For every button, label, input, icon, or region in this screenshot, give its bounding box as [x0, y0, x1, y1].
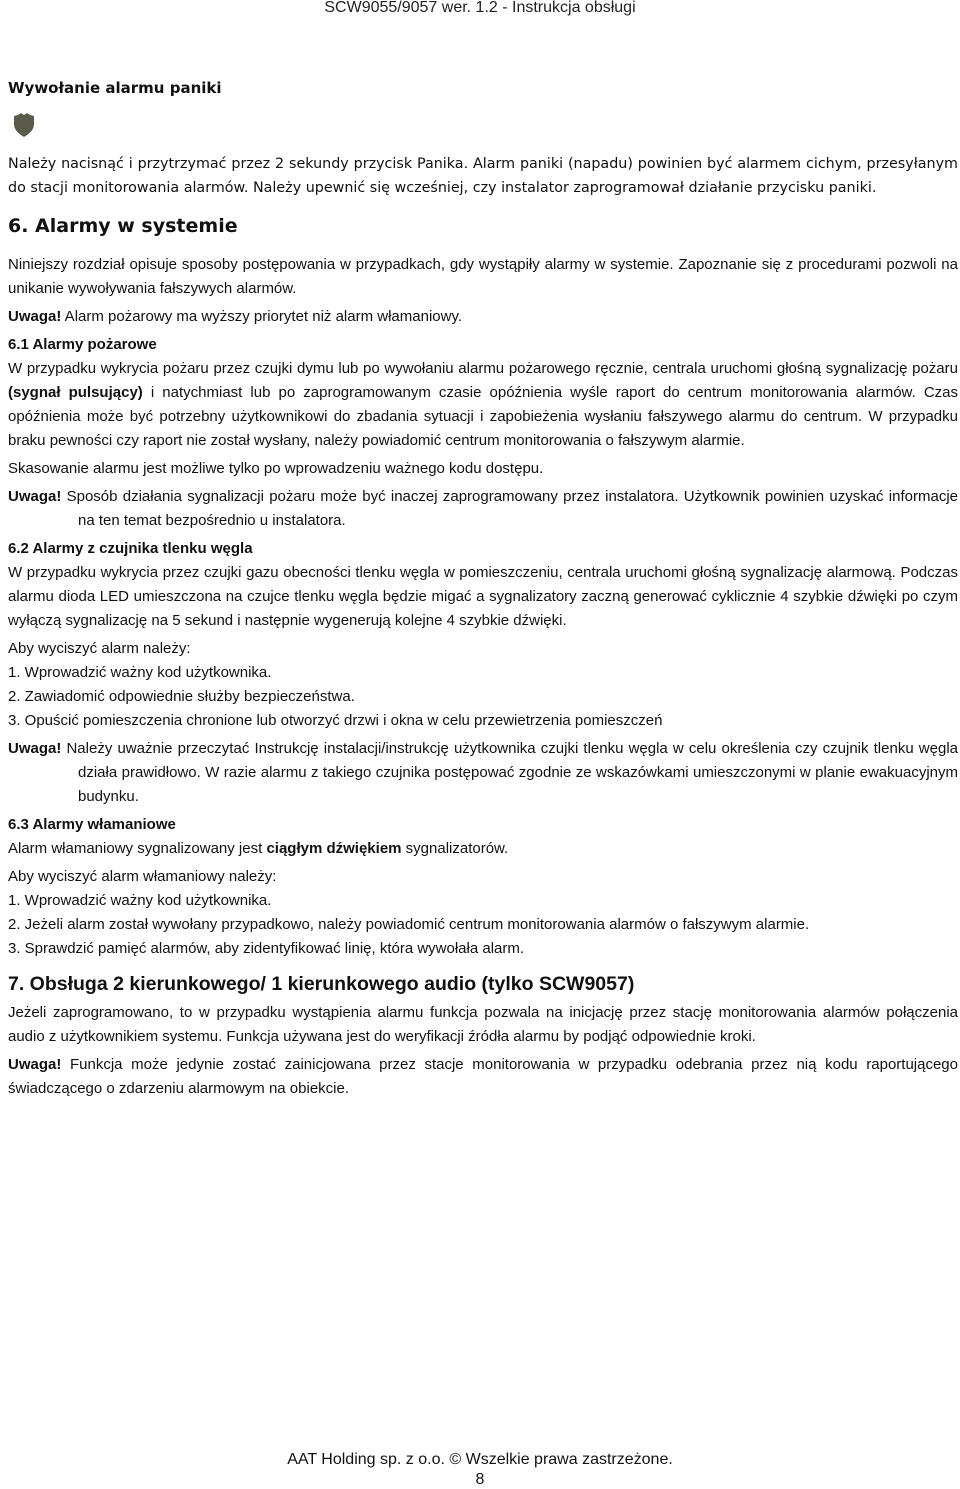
section-6-2-list	[8, 661, 958, 733]
page-number: 8	[475, 1471, 485, 1488]
document-title: SCW9055/9057 wer. 1.2 - Instrukcja obsługi	[324, 0, 636, 16]
section-6-2-note	[8, 737, 958, 809]
section-6-1-reset: Skasowanie alarmu jest możliwe tylko po wprowadzeniu ważnego kodu dostępu.	[8, 460, 544, 477]
list-item: 3. Opuścić pomieszczenia chronione lub otworzyć drzwi i okna w celu przewietrzenia pomieszczeń	[8, 712, 663, 729]
note-text: Sposób działania sygnalizacji pożaru może być inaczej zaprogramowany przez instalatora. Użytkownik powinien uzyskać informacje na ten temat bezpośrednio u instalatora.	[61, 488, 958, 529]
panic-heading: Wywołanie alarmu paniki	[8, 79, 222, 97]
shield-icon	[11, 112, 37, 138]
section-6-2-paragraph: W przypadku wykrycia przez czujki gazu obecności tlenku węgla w pomieszczeniu, centrala uruchomi głośną sygnalizację alarmową. Podczas alarmu dioda LED umieszczona na czujce tlenku węgla będzie migać a sygnalizatory zaczną generować cyklicznie 4 szybkie dźwięki po czym wyłączą sygnalizację na 5 sekund i następnie wygenerują kolejne 4 szybkie dźwięki.	[8, 564, 958, 629]
text-run: Alarm włamaniowy sygnalizowany jest	[8, 840, 267, 857]
panic-text: Należy nacisnąć i przytrzymać przez 2 sekundy przycisk Panika. Alarm paniki (napadu) powinien być alarmem cichym, przesyłanym do stacji monitorowania alarmów. Należy upewnić się wcześniej, czy instalator zaprogramował działanie przycisku paniki.	[8, 156, 958, 196]
text-run: sygnalizatorów.	[401, 840, 509, 857]
list-item: 3. Sprawdzić pamięć alarmów, aby zidentyfikować linię, która wywołała alarm.	[8, 940, 525, 957]
note-label: Uwaga!	[8, 1056, 62, 1073]
note-text: Alarm pożarowy ma wyższy priorytet niż alarm włamaniowy.	[61, 308, 463, 325]
page-content	[8, 74, 958, 1101]
list-item: 1. Wprowadzić ważny kod użytkownika.	[8, 892, 272, 909]
section-6-3-list	[8, 889, 958, 961]
section-7-heading: 7. Obsługa 2 kierunkowego/ 1 kierunkowego audio (tylko SCW9057)	[8, 973, 635, 995]
section-6-1-note	[8, 485, 958, 533]
page-header	[0, 0, 960, 16]
list-item: 2. Zawiadomić odpowiednie służby bezpieczeństwa.	[8, 688, 355, 705]
bold-run: (sygnał pulsujący)	[8, 384, 143, 401]
text-run: W przypadku wykrycia pożaru przez czujki dymu lub po wywołaniu alarmu pożarowego ręcznie, centrala uruchomi głośną sygnalizację pożaru	[8, 360, 958, 377]
section-7-paragraph: Jeżeli zaprogramowano, to w przypadku wystąpienia alarmu funkcja pozwala na inicjację przez stację monitorowania alarmów połączenia audio z użytkownikiem systemu. Funkcja używana jest do weryfikacji źródła alarmu by podjąć odpowiednie kroki.	[8, 1004, 958, 1045]
section-7-note	[8, 1053, 958, 1101]
text-run: i natychmiast lub po zaprogramowanym czasie opóźnienia wyśle raport do centrum monitorowania alarmów. Czas opóźnienia może być potrzebny użytkownikowi do zbadania sytuacji i zapobieżenia wysłaniu fałszywego alarmu do centrum. W przypadku braku pewności czy raport nie został wysłany, należy powiadomić centrum monitorowania o fałszywym alarmie.	[8, 384, 958, 449]
section-6-intro: Niniejszy rozdział opisuje sposoby postępowania w przypadkach, gdy wystąpiły alarmy w systemie. Zapoznanie się z procedurami pozwoli na unikanie wywoływania fałszywych alarmów.	[8, 256, 958, 297]
note-label: Uwaga!	[8, 308, 62, 325]
bold-run: ciągłym dźwiękiem	[266, 840, 402, 857]
list-item: 1. Wprowadzić ważny kod użytkownika.	[8, 664, 272, 681]
section-6-2-heading: 6.2 Alarmy z czujnika tlenku węgla	[8, 540, 253, 557]
note-label: Uwaga!	[8, 740, 62, 757]
section-6-2-list-intro: Aby wyciszyć alarm należy:	[8, 640, 191, 657]
note-text: Funkcja może jedynie zostać zainicjowana przez stacje monitorowania w przypadku odebrania przez nią kodu raportującego świadczącego o zdarzeniu alarmowym na obiekcie.	[8, 1056, 958, 1097]
copyright-text: AAT Holding sp. z o.o. © Wszelkie prawa zastrzeżone.	[287, 1451, 673, 1468]
section-6-1-heading: 6.1 Alarmy pożarowe	[8, 336, 157, 353]
note-label: Uwaga!	[8, 488, 62, 505]
list-item: 2. Jeżeli alarm został wywołany przypadkowo, należy powiadomić centrum monitorowania alarmów o fałszywym alarmie.	[8, 916, 810, 933]
section-6-3-heading: 6.3 Alarmy włamaniowe	[8, 816, 176, 833]
note-text: Należy uważnie przeczytać Instrukcję instalacji/instrukcję użytkownika czujki tlenku węgla w celu określenia czy czujnik tlenku węgla działa prawidłowo. W razie alarmu z takiego czujnika postępować zgodnie ze wskazówkami umieszczonymi w planie ewakuacyjnym budynku.	[61, 740, 958, 805]
section-6-3-paragraph	[8, 837, 958, 861]
section-6-3-list-intro: Aby wyciszyć alarm włamaniowy należy:	[8, 868, 277, 885]
section-6-note	[8, 305, 958, 329]
section-6-1-paragraph	[8, 357, 958, 453]
page-footer	[0, 1450, 960, 1470]
section-6-heading: 6. Alarmy w systemie	[8, 215, 238, 237]
